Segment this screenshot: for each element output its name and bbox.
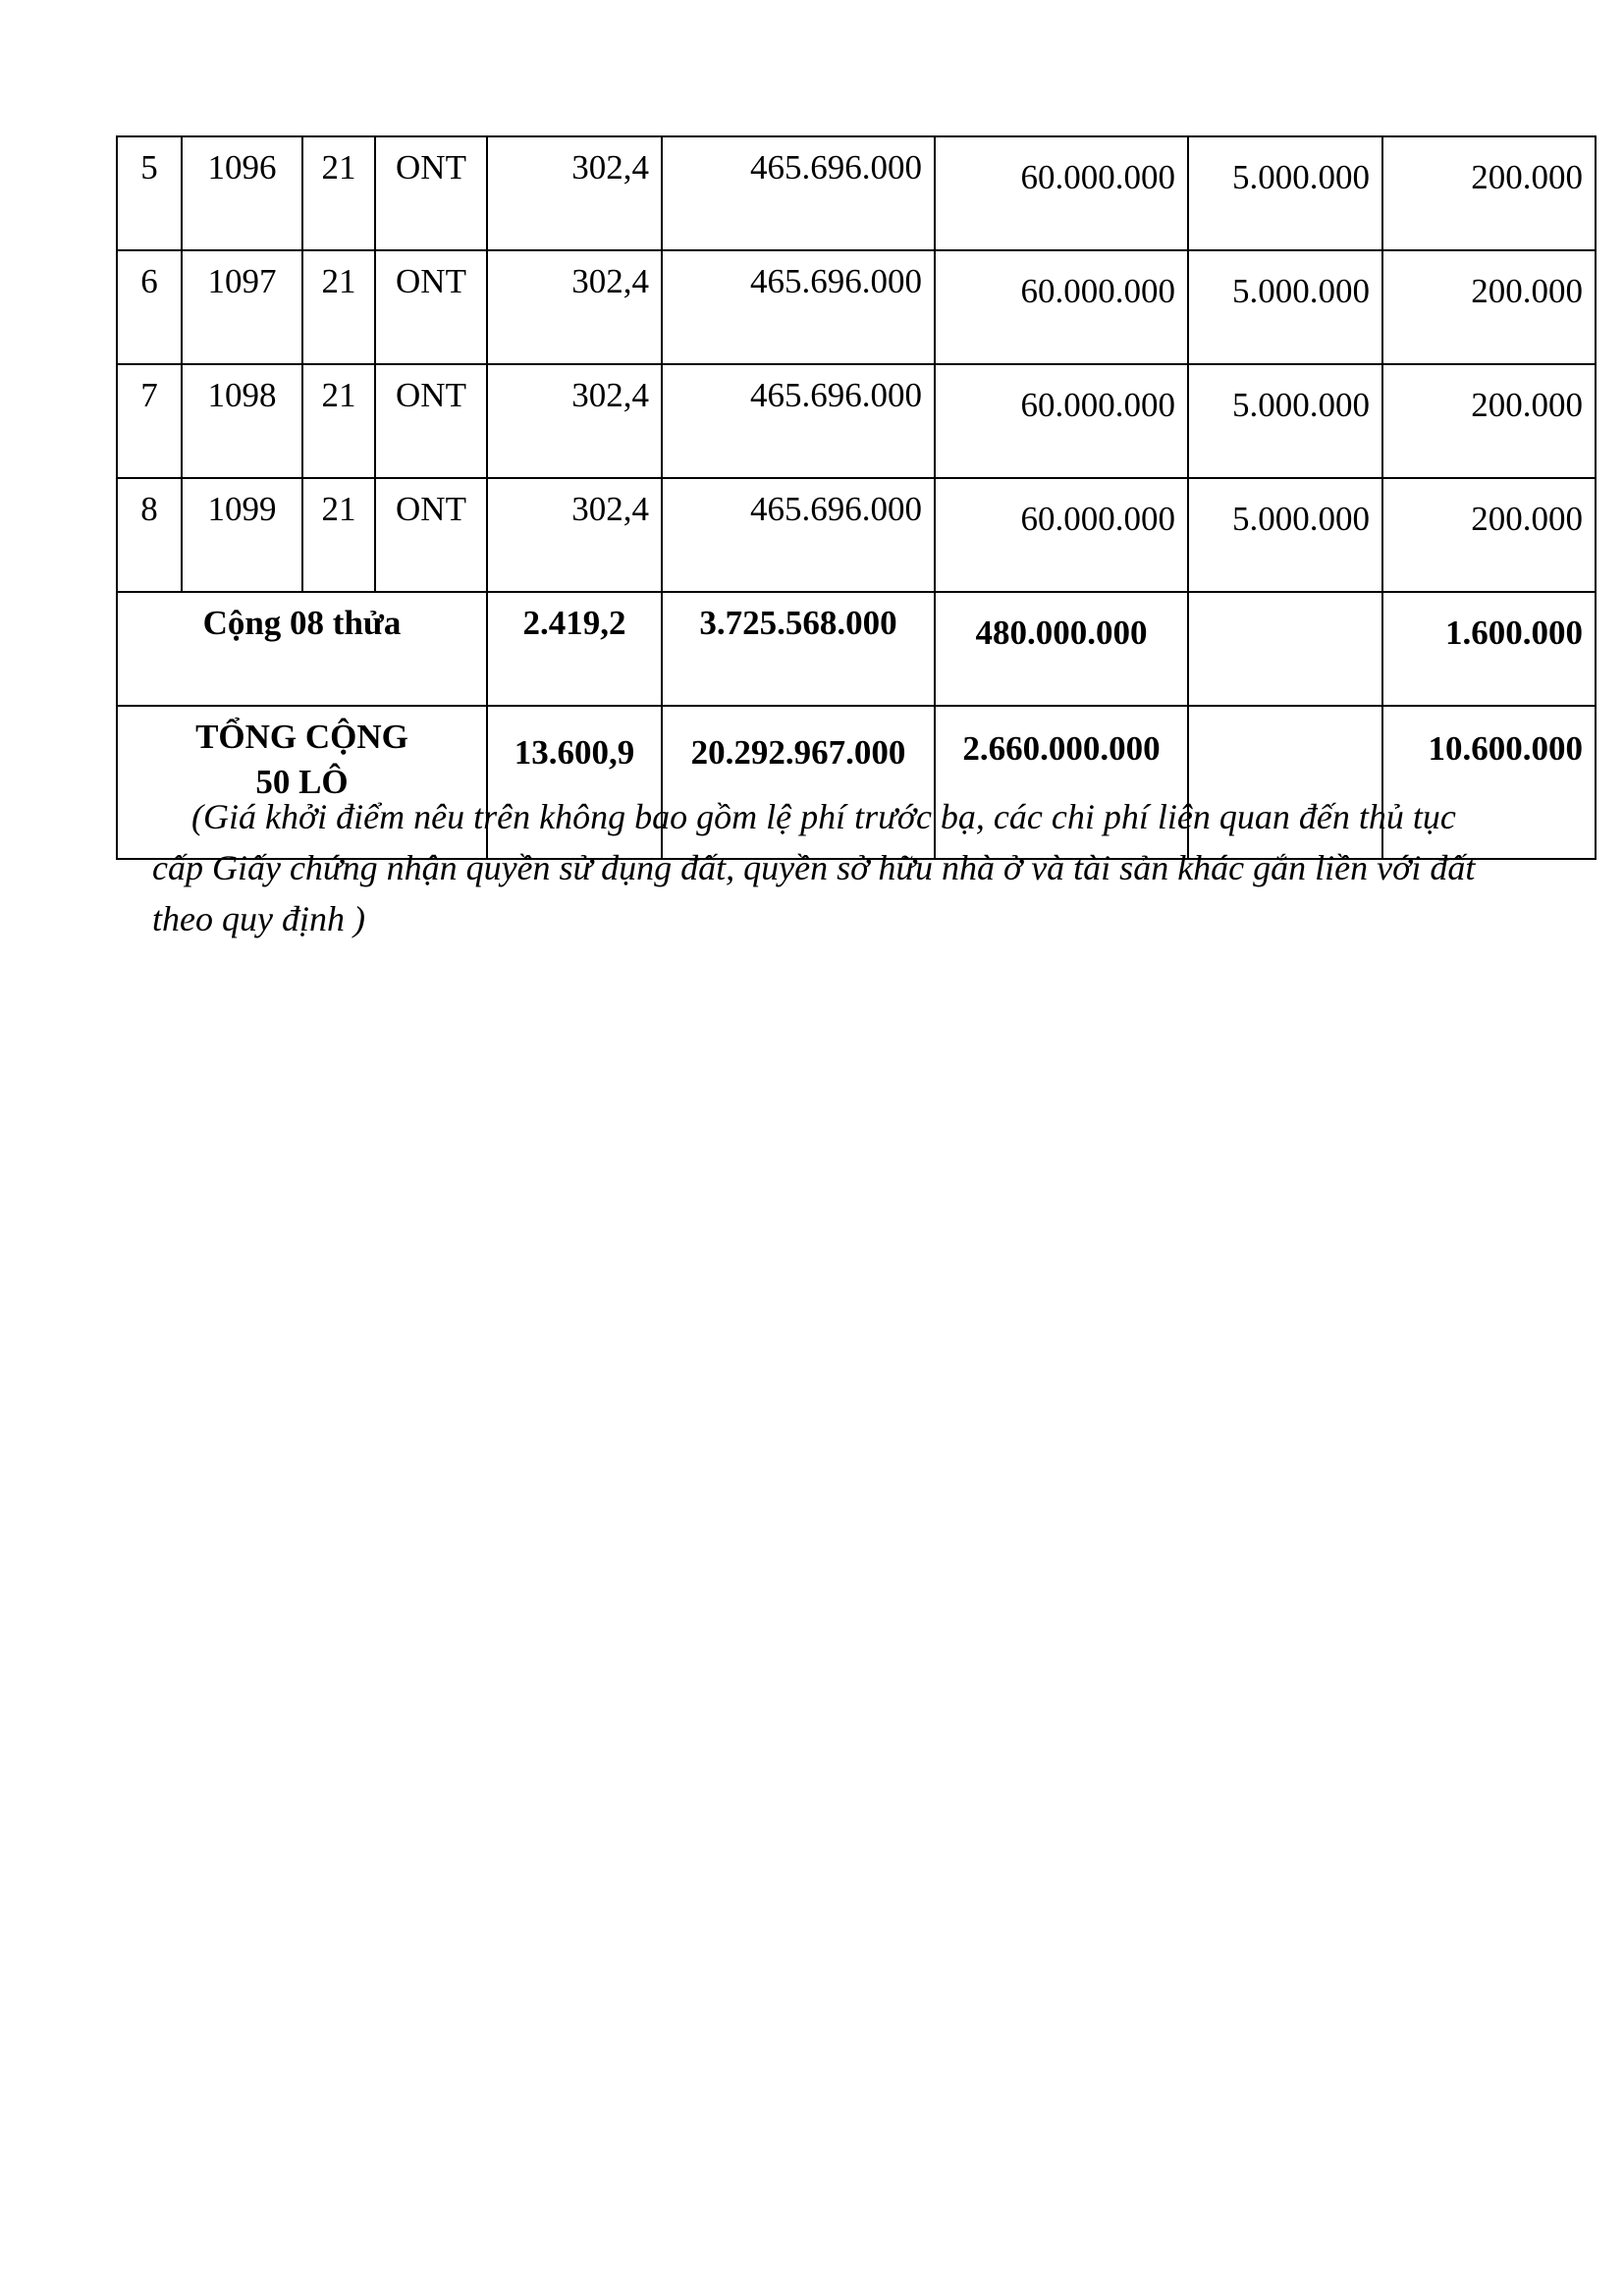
table-row xyxy=(117,136,1596,250)
subtotal-label: Cộng 08 thửa xyxy=(117,592,487,706)
cell-stt: 6 xyxy=(117,250,182,364)
cell-stt: 8 xyxy=(117,478,182,592)
cell-dossier-fee: 200.000 xyxy=(1382,136,1596,250)
cell-land-type: ONT xyxy=(375,250,487,364)
cell-map-sheet: 21 xyxy=(302,478,375,592)
cell-land-type: ONT xyxy=(375,478,487,592)
cell-area: 302,4 xyxy=(487,364,662,478)
cell-plot-number: 1097 xyxy=(182,250,302,364)
cell-dossier-fee: 200.000 xyxy=(1382,250,1596,364)
grand-total-label-line1: TỔNG CỘNG xyxy=(195,718,408,756)
cell-deposit: 60.000.000 xyxy=(935,364,1188,478)
cell-map-sheet: 21 xyxy=(302,250,375,364)
table-row xyxy=(117,478,1596,592)
cell-land-type: ONT xyxy=(375,364,487,478)
grand-total-area: 13.600,9 xyxy=(487,706,662,859)
cell-deposit: 60.000.000 xyxy=(935,478,1188,592)
subtotal-starting-price: 3.725.568.000 xyxy=(662,592,935,706)
price-note xyxy=(152,791,1488,944)
table-row xyxy=(117,364,1596,478)
cell-stt: 7 xyxy=(117,364,182,478)
cell-price-step: 5.000.000 xyxy=(1188,478,1382,592)
subtotal-area: 2.419,2 xyxy=(487,592,662,706)
cell-plot-number: 1099 xyxy=(182,478,302,592)
cell-price-step: 5.000.000 xyxy=(1188,250,1382,364)
cell-deposit: 60.000.000 xyxy=(935,136,1188,250)
cell-price-step: 5.000.000 xyxy=(1188,364,1382,478)
cell-plot-number: 1098 xyxy=(182,364,302,478)
subtotal-price-step xyxy=(1188,592,1382,706)
cell-stt: 5 xyxy=(117,136,182,250)
cell-area: 302,4 xyxy=(487,478,662,592)
cell-map-sheet: 21 xyxy=(302,136,375,250)
cell-starting-price: 465.696.000 xyxy=(662,364,935,478)
cell-starting-price: 465.696.000 xyxy=(662,136,935,250)
cell-starting-price: 465.696.000 xyxy=(662,478,935,592)
cell-plot-number: 1096 xyxy=(182,136,302,250)
cell-dossier-fee: 200.000 xyxy=(1382,364,1596,478)
land-lots-table xyxy=(116,135,1597,860)
cell-area: 302,4 xyxy=(487,250,662,364)
cell-dossier-fee: 200.000 xyxy=(1382,478,1596,592)
subtotal-row xyxy=(117,592,1596,706)
cell-map-sheet: 21 xyxy=(302,364,375,478)
cell-area: 302,4 xyxy=(487,136,662,250)
cell-land-type: ONT xyxy=(375,136,487,250)
subtotal-dossier-fee: 1.600.000 xyxy=(1382,592,1596,706)
grand-total-deposit: 2.660.000.000 xyxy=(935,706,1188,859)
cell-deposit: 60.000.000 xyxy=(935,250,1188,364)
cell-starting-price: 465.696.000 xyxy=(662,250,935,364)
grand-total-label-line2: 50 LÔ xyxy=(255,762,349,801)
cell-price-step: 5.000.000 xyxy=(1188,136,1382,250)
table-row xyxy=(117,250,1596,364)
grand-total-starting-price: 20.292.967.000 xyxy=(662,706,935,859)
price-note-text: (Giá khởi điểm nêu trên không bao gồm lệ phí trước bạ, các chi phí liên quan đến thủ tục cấp Giấy chứng nhận quyền sử dụng đất, quyền sở hữu nhà ở và tài sản khác gắn liền với đất theo quy định ) xyxy=(152,797,1476,938)
subtotal-deposit: 480.000.000 xyxy=(935,592,1188,706)
grand-total-dossier-fee: 10.600.000 xyxy=(1382,706,1596,859)
